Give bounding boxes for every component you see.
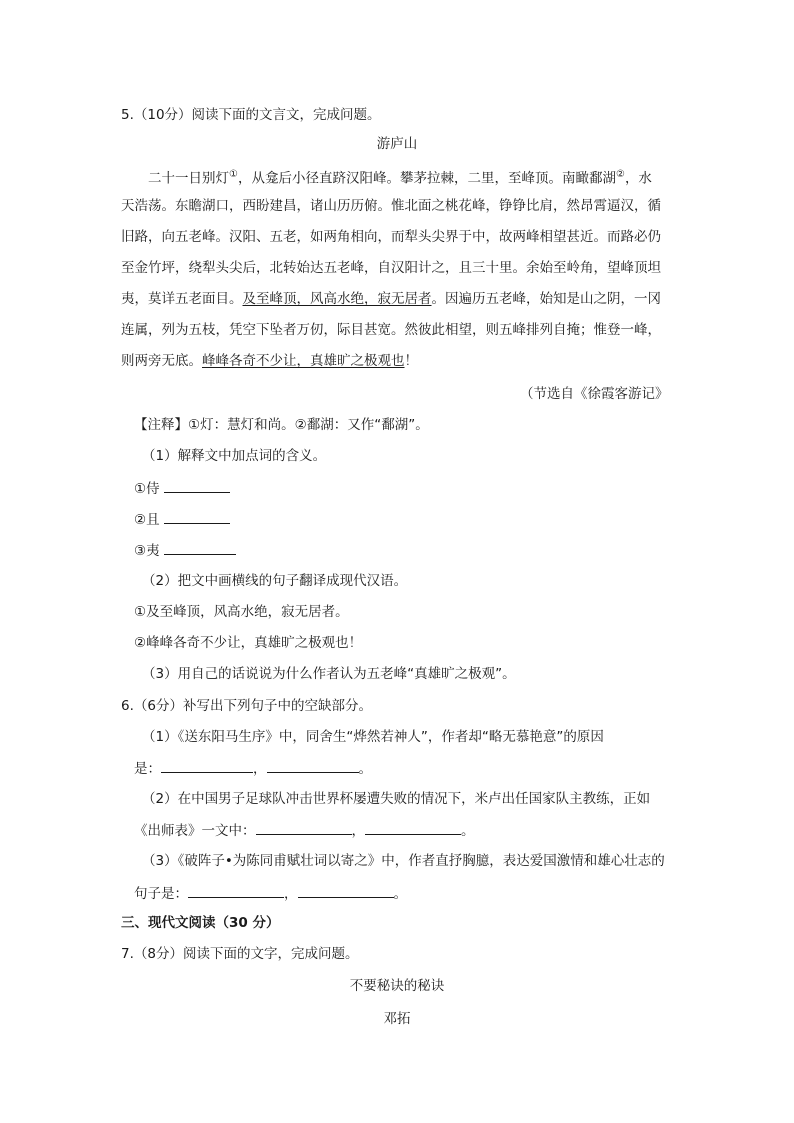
text: 。 [461,823,475,839]
text: 夷，莫详五老面目。 [121,291,243,307]
answer-blank[interactable] [164,479,230,493]
text: 是： [134,761,161,777]
answer-blank[interactable] [256,821,352,835]
q5-source: （节选自《徐霞客游记》 [520,386,669,402]
underlined-sentence-1: 及至峰顶，风高水绝，寂无居者 [242,291,432,307]
q5-line-3: 旧路，向五老峰。汉阳、五老，如两角相向，而犁头尖界于中，故两峰相望甚近。而路必仍 [121,229,661,245]
q5-notes: 【注释】①灯：慧灯和尚。②鄱湖：又作“鄱湖”。 [134,417,429,433]
q5-trans-1: ①及至峰顶，风高水绝，寂无居者。 [134,604,349,620]
text: ， [351,823,365,839]
text: ②且 [134,512,160,528]
text: ③夷 [134,543,160,559]
q5-line-5 [121,290,661,308]
note2-mark: ② [615,169,625,180]
text: ，水 [624,170,652,187]
q5-item-3 [134,541,236,560]
q5-item-2 [134,510,230,529]
text: ， [284,886,298,902]
answer-blank[interactable] [365,821,461,835]
note1-mark: ① [229,169,238,180]
q6-s1-line-2 [134,759,372,778]
q5-line-1 [148,166,652,188]
q5-sub2: （2）把文中画横线的句子翻译成现代汉语。 [142,573,408,589]
text: 。 [393,886,407,902]
q6-s3-line-1: （3）《破阵子•为陈同甫赋壮词以寄之》中，作者直抒胸臆，表达爱国激情和雄心壮志的 [142,853,665,869]
answer-blank[interactable] [267,759,359,773]
text: 二十一日别灯 [148,170,229,187]
answer-blank[interactable] [298,884,394,898]
q5-line-6: 连属，列为五枝，凭空下坠者万仞，际目甚宽。然彼此相望，则五峰排列自掩；惟登一峰， [121,322,661,338]
underlined-sentence-2: 峰峰各奇不少让，真雄旷之极观也 [202,353,405,369]
text: 《出师表》一文中： [134,823,256,839]
q5-trans-2: ②峰峰各奇不少让，真雄旷之极观也！ [134,635,363,651]
text: ①侍 [134,481,160,497]
q6-s2-line-1: （2）在中国男子足球队冲击世界杯屡遭失败的情况下，米卢出任国家队主教练，正如 [142,791,651,807]
q5-header: 5.（10分）阅读下面的文言文，完成问题。 [121,107,381,123]
q7-title: 不要秘诀的秘诀 [349,978,445,994]
q6-s2-line-2 [134,821,475,840]
q6-header: 6.（6分）补写出下列句子中的空缺部分。 [121,698,372,714]
q6-s1-line-1: （1）《送东阳马生序》中，同舍生“烨然若神人”，作者却“略无慕艳意”的原因 [142,729,604,745]
q5-sub1: （1）解释文中加点词的含义。 [142,448,327,464]
answer-blank[interactable] [161,759,253,773]
q5-line-4: 至金竹坪，绕犁头尖后，北转始达五老峰，自汉阳计之，且三十里。余始至岭角，望峰顶坦 [121,260,661,276]
answer-blank[interactable] [164,510,230,524]
q5-title: 游庐山 [376,136,418,152]
q5-sub3: （3）用自己的话说说为什么作者认为五老峰“真雄旷之极观”。 [142,666,516,682]
text: 。因遍历五老峰，始知是山之阴，一冈 [431,291,661,307]
section-3-heading: 三、现代文阅读（30 分） [121,915,280,931]
text: 。 [358,761,372,777]
q5-line-2: 天浩荡。东瞻湖口，西盼建昌，诸山历历俯。惟北面之桃花峰，铮铮比肩，然昂霄逼汉，循 [121,198,661,214]
text: 句子是： [134,886,188,902]
q7-header: 7.（8分）阅读下面的文字，完成问题。 [121,946,359,962]
text: 则两旁无底。 [121,353,202,369]
answer-blank[interactable] [188,884,284,898]
q5-item-1 [134,479,230,498]
text: ，从龛后小径直跻汉阳峰。攀茅拉棘，二里，至峰顶。南瞰鄱湖 [237,170,616,187]
q6-s3-line-2 [134,884,407,903]
text: ！ [404,353,418,369]
q5-line-7 [121,352,418,370]
q7-author: 邓拓 [383,1011,411,1027]
text: ， [253,761,267,777]
answer-blank[interactable] [164,541,236,555]
